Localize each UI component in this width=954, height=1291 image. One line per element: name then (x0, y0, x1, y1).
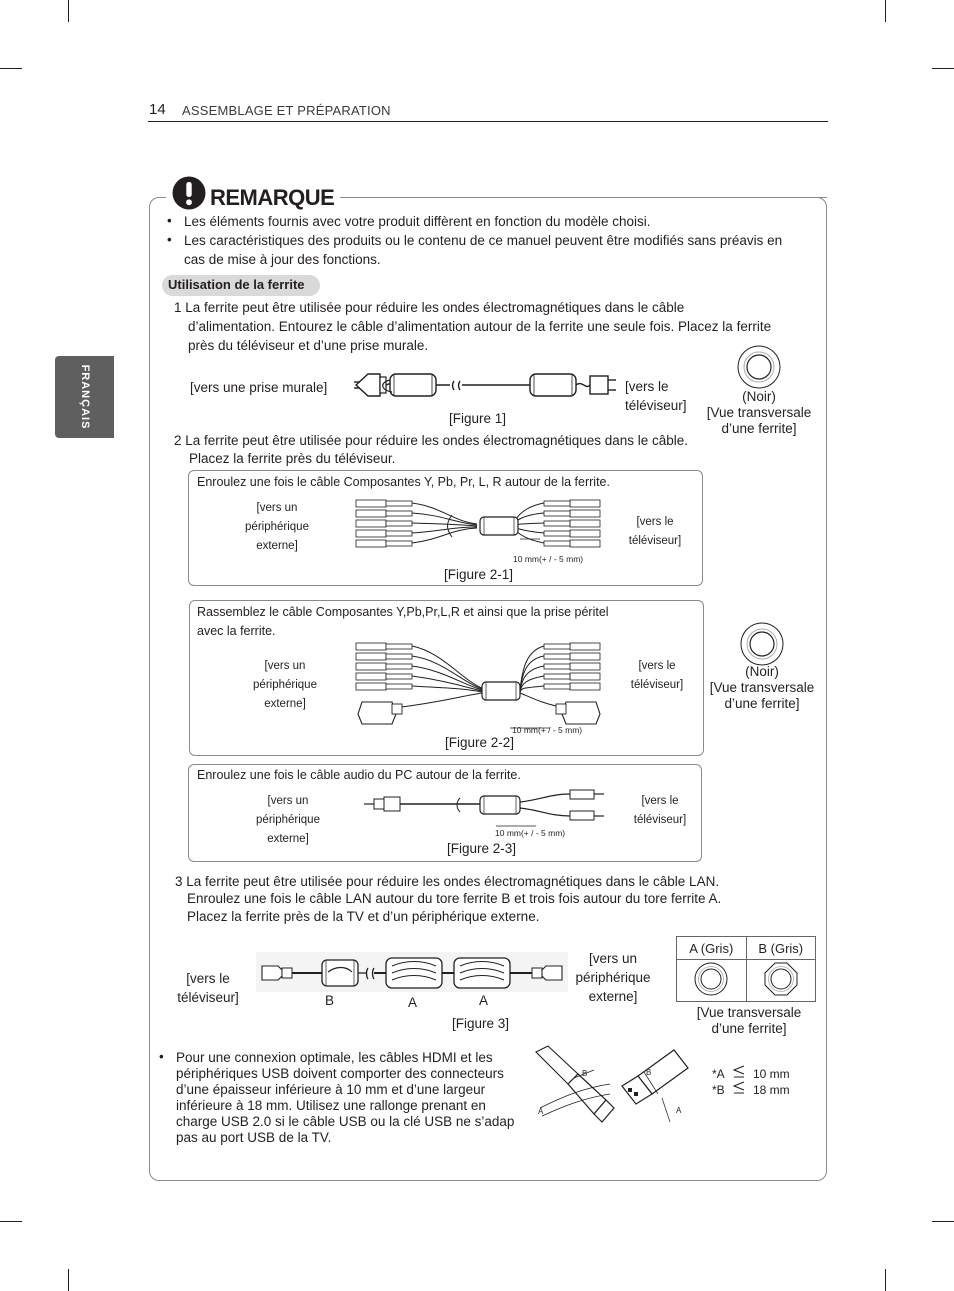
language-tab (55, 356, 114, 438)
fig2-1-left-label: externe] (256, 540, 298, 552)
item2-line: Placez la ferrite près du téléviseur. (189, 451, 396, 466)
ferrite-type-table (676, 936, 816, 1002)
fig3-left-label: [vers le (186, 971, 230, 986)
figure2-2-instruction: avec la ferrite. (197, 624, 276, 638)
figure3-caption: [Figure 3] (452, 1016, 510, 1031)
component-cable-ferrite-illustration (352, 497, 608, 555)
ferrite-color-label: (Noir) (742, 389, 776, 404)
table-cell-b (746, 960, 816, 1002)
crop-mark (68, 1269, 69, 1291)
fig2-1-right-label: [vers le (636, 516, 674, 528)
usb-note-line: d’une épaisseur inférieure à 10 mm et d’une largeur (176, 1082, 486, 1097)
fig2-3-measure: 10 mm(+ / - 5 mm) (495, 828, 566, 838)
warning-icon (172, 176, 206, 210)
crop-mark (932, 68, 954, 69)
ferrite-view-label: [Vue transversale (706, 405, 812, 420)
note-title-rule (340, 197, 827, 198)
item3-line: Enroulez une fois le câble LAN autour du tore ferrite B et trois fois autour du tore ferrite A. (187, 891, 722, 906)
usb-note-line: périphériques USB doivent comporter des connecteurs (176, 1066, 504, 1081)
section-label-pill (162, 275, 320, 296)
fig2-1-right-label: téléviseur] (628, 535, 682, 547)
power-cable-ferrite-illustration (350, 360, 620, 410)
ferrite-a-cross-section-icon (694, 962, 728, 996)
fig2-1-measure: 10 mm(+ / - 5 mm) (513, 554, 584, 564)
fig2-2-left-label: [vers un (264, 660, 306, 672)
hdmi-connector-dimension-illustration (534, 1044, 616, 1126)
ferrite-color-label: (Noir) (745, 664, 779, 679)
language-tab-label: FRANÇAIS (78, 364, 91, 430)
ferrite-marker-b: B (325, 993, 335, 1008)
figure2-1-instruction: Enroulez une fois le câble Composantes Y, Pb, Pr, L, R autour de la ferrite. (197, 475, 610, 489)
item1-line: 1 La ferrite peut être utilisée pour réduire les ondes électromagnétiques dans le câble (174, 300, 685, 315)
fig2-3-right-label: [vers le (641, 795, 679, 807)
pc-audio-cable-ferrite-illustration (360, 786, 610, 832)
fig2-1-left-label: périphérique (245, 521, 309, 533)
ferrite-view-label: d’une ferrite] (724, 696, 800, 711)
ferrite-cross-section-icon (740, 622, 784, 666)
ferrite-marker-a: A (479, 993, 489, 1008)
ferrite-cross-section-icon (737, 345, 781, 389)
fig2-3-left-label: périphérique (256, 814, 320, 826)
fig1-right-label: [vers le (625, 379, 669, 394)
figure2-2-instruction: Rassemblez le câble Composantes Y,Pb,Pr,L,R et ainsi que la prise péritel (197, 605, 609, 619)
item3-line: 3 La ferrite peut être utilisée pour réduire les ondes électromagnétiques dans le câble LAN. (175, 874, 720, 889)
page-number: 14 (149, 101, 166, 118)
ferrite-b-cross-section-icon (764, 962, 798, 996)
table-header-b: B (Gris) (746, 937, 816, 960)
fig3-right-label: externe] (588, 989, 638, 1004)
crop-mark (0, 68, 22, 69)
fig2-2-right-label: téléviseur] (630, 679, 684, 691)
fig2-2-right-label: [vers le (638, 660, 676, 672)
dim-a-key: *A (712, 1067, 725, 1081)
usb-note-line: inférieure à 18 mm. Utilisez une rallonge prenant en (176, 1098, 486, 1113)
crop-mark (885, 1269, 886, 1291)
bullet-dot: • (167, 213, 172, 228)
item1-line: près du téléviseur et d’une prise murale. (188, 338, 429, 353)
section-label: Utilisation de la ferrite (168, 277, 305, 292)
figure1-caption: [Figure 1] (449, 411, 507, 426)
fig3-right-label: [vers un (588, 951, 638, 966)
crop-mark (0, 1221, 22, 1222)
usb-dim-b-label: B (646, 1068, 652, 1077)
fig1-right-label: téléviseur] (625, 398, 687, 413)
figure2-3-instruction: Enroulez une fois le câble audio du PC autour de la ferrite. (197, 768, 521, 782)
dim-a-value: 10 mm (753, 1067, 790, 1081)
ferrite-view-label: [Vue transversale (709, 680, 815, 695)
lan-cable-ferrite-illustration (256, 952, 568, 992)
fig2-2-left-label: périphérique (253, 679, 317, 691)
crop-mark (932, 1221, 954, 1222)
fig2-1-left-label: [vers un (256, 502, 298, 514)
usb-dim-a-label: A (676, 1106, 682, 1115)
item1-line: d’alimentation. Entourez le câble d’alimentation autour de la ferrite une seule fois. Placez la ferrite (188, 319, 772, 334)
note-bullet-continued: cas de mise à jour des fonctions. (184, 252, 381, 267)
hdmi-dim-b-label: B (582, 1069, 588, 1078)
fig2-2-left-label: externe] (264, 698, 306, 710)
item2-line: 2 La ferrite peut être utilisée pour réduire les ondes électromagnétiques dans le câble. (174, 433, 689, 448)
ferrite-view-label: d’une ferrite] (721, 421, 797, 436)
fig2-3-left-label: [vers un (267, 795, 309, 807)
dim-b-key: *B (712, 1083, 725, 1097)
bullet-dot: • (159, 1049, 164, 1064)
figure2-1-caption: [Figure 2-1] (444, 567, 514, 582)
crop-mark (68, 0, 69, 22)
less-or-equal-icon (732, 1064, 746, 1098)
header-rule (148, 121, 828, 122)
figure2-3-caption: [Figure 2-3] (447, 841, 517, 856)
hdmi-dim-a-label: A (538, 1107, 544, 1116)
fig2-2-measure: 10 mm(+ / - 5 mm) (512, 725, 583, 735)
usb-note-line: pas au port USB de la TV. (176, 1130, 332, 1145)
dim-b-value: 18 mm (753, 1083, 790, 1097)
fig3-left-label: téléviseur] (177, 990, 239, 1005)
fig3-right-label: périphérique (575, 970, 651, 985)
fig2-3-right-label: téléviseur] (633, 814, 687, 826)
figure2-2-caption: [Figure 2-2] (445, 735, 515, 750)
usb-note-line: charge USB 2.0 si le câble USB ou la clé USB ne s’adap (176, 1114, 515, 1129)
ferrite-marker-a: A (408, 995, 418, 1010)
table-caption: [Vue transversale (696, 1005, 802, 1020)
table-caption: d’une ferrite] (711, 1021, 787, 1036)
usb-note-text (176, 1050, 526, 1148)
note-bullet: Les caractéristiques des produits ou le contenu de ce manuel peuvent être modifiés sans préavis en (184, 233, 783, 248)
item3-line: Placez la ferrite près de la TV et d’un périphérique externe. (187, 909, 540, 924)
usb-note-line: Pour une connexion optimale, les câbles HDMI et les (176, 1050, 493, 1065)
table-header-a: A (Gris) (677, 937, 747, 960)
crop-mark (885, 0, 886, 22)
table-cell-a (677, 960, 747, 1002)
bullet-dot: • (167, 232, 172, 247)
note-bullet: Les éléments fournis avec votre produit diffèrent en fonction du modèle choisi. (184, 214, 651, 229)
fig2-3-left-label: externe] (267, 833, 309, 845)
section-title: ASSEMBLAGE ET PRÉPARATION (182, 103, 391, 118)
fig1-left-label: [vers une prise murale] (190, 380, 328, 395)
note-title: REMARQUE (210, 185, 335, 210)
scart-component-ferrite-illustration (352, 640, 608, 732)
